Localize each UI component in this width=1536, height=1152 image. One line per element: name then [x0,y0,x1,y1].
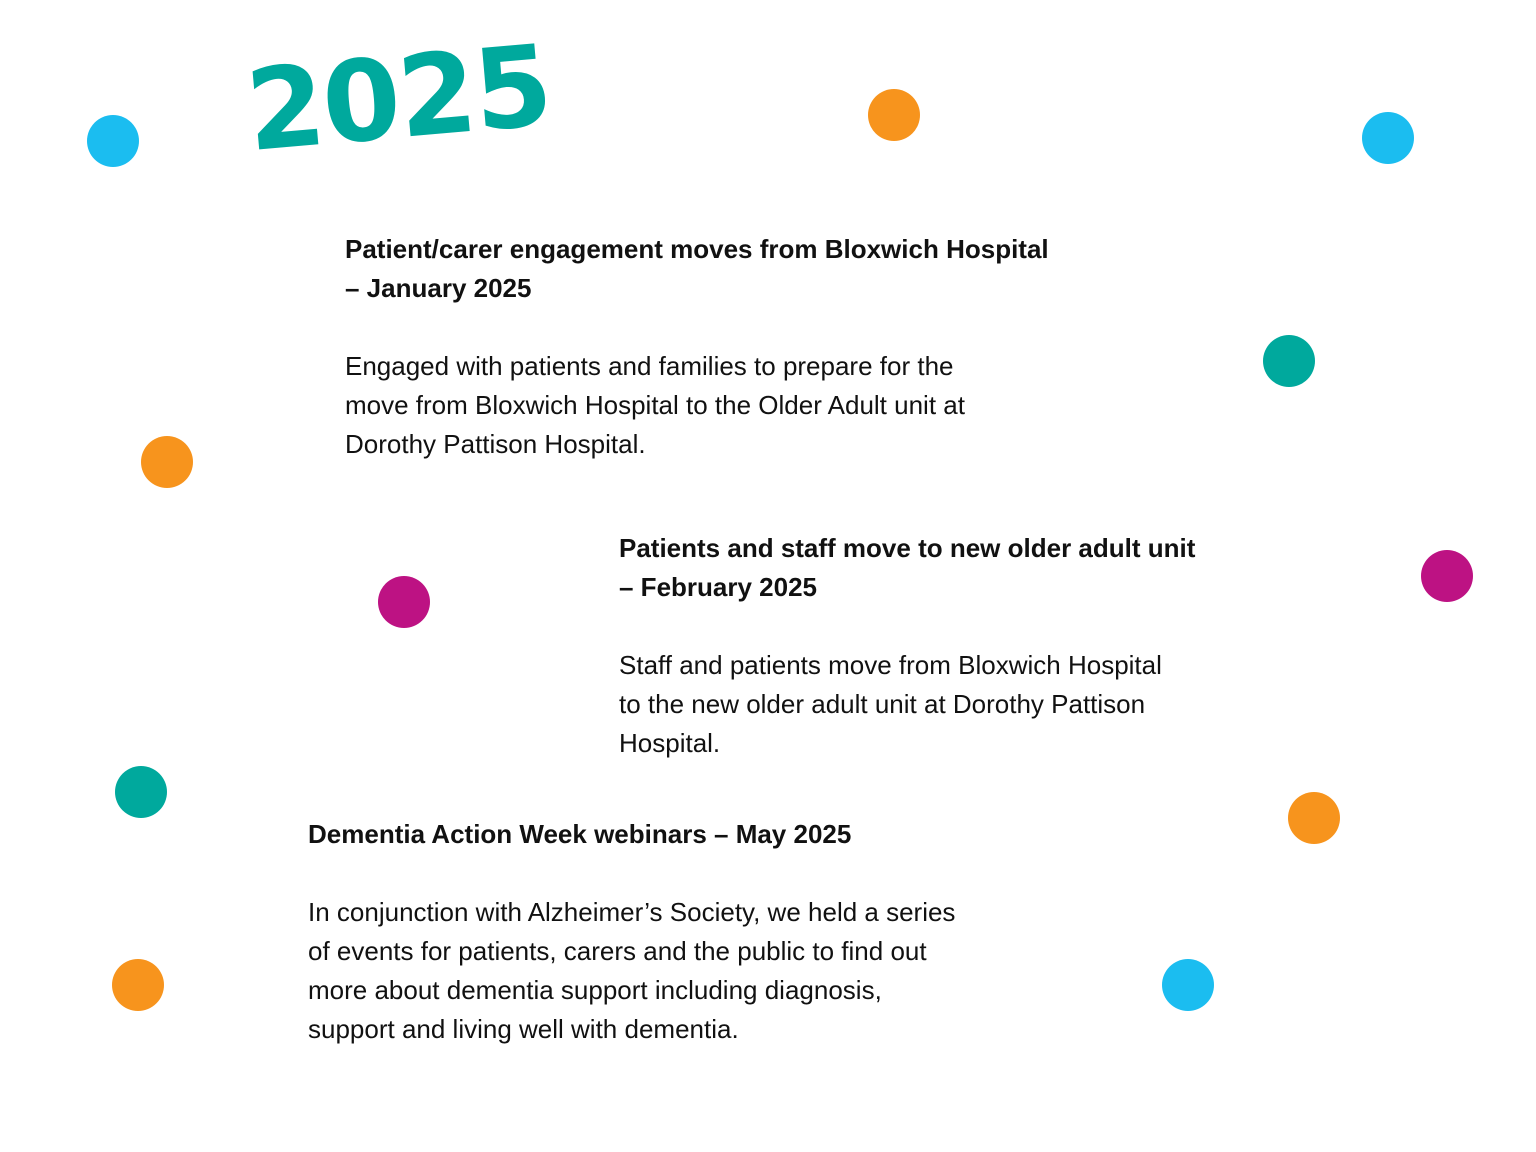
entry-body-line: Engaged with patients and families to prepare for the [345,351,954,381]
entry-body [308,893,955,1049]
entry-title [345,230,1049,308]
magenta-dot-icon [1421,550,1473,602]
orange-dot-icon [141,436,193,488]
entry-body-line: move from Bloxwich Hospital to the Older Adult unit at [345,390,965,420]
orange-dot-icon [868,89,920,141]
blue-dot-icon [1362,112,1414,164]
entry-title-line: – January 2025 [345,273,532,303]
blue-dot-icon [87,115,139,167]
entry-body [345,347,1049,464]
entry-body-line: Staff and patients move from Bloxwich Hospital [619,650,1162,680]
entry-body-line: to the new older adult unit at Dorothy Pattison [619,689,1146,719]
entry-body-line: support and living well with dementia. [308,1014,739,1044]
entry-body-line: In conjunction with Alzheimer’s Society, we held a series [308,897,956,927]
timeline-entry-may [308,815,955,1049]
entry-title-line: Patient/carer engagement moves from Bloxwich Hospital [345,234,1049,264]
teal-dot-icon [115,766,167,818]
timeline-entry-february [619,529,1195,763]
entry-title [308,815,955,854]
orange-dot-icon [1288,792,1340,844]
blue-dot-icon [1162,959,1214,1011]
timeline-entry-january [345,230,1049,464]
entry-title-line: Patients and staff move to new older adult unit [619,533,1196,563]
entry-title [619,529,1195,607]
entry-body-line: of events for patients, carers and the public to find out [308,936,927,966]
year-heading: 2025 [241,20,556,177]
entry-body-line: Dorothy Pattison Hospital. [345,429,646,459]
entry-body [619,646,1195,763]
entry-body-line: more about dementia support including diagnosis, [308,975,882,1005]
entry-title-line: Dementia Action Week webinars – May 2025 [308,819,852,849]
orange-dot-icon [112,959,164,1011]
entry-title-line: – February 2025 [619,572,818,602]
entry-body-line: Hospital. [619,728,721,758]
magenta-dot-icon [378,576,430,628]
teal-dot-icon [1263,335,1315,387]
